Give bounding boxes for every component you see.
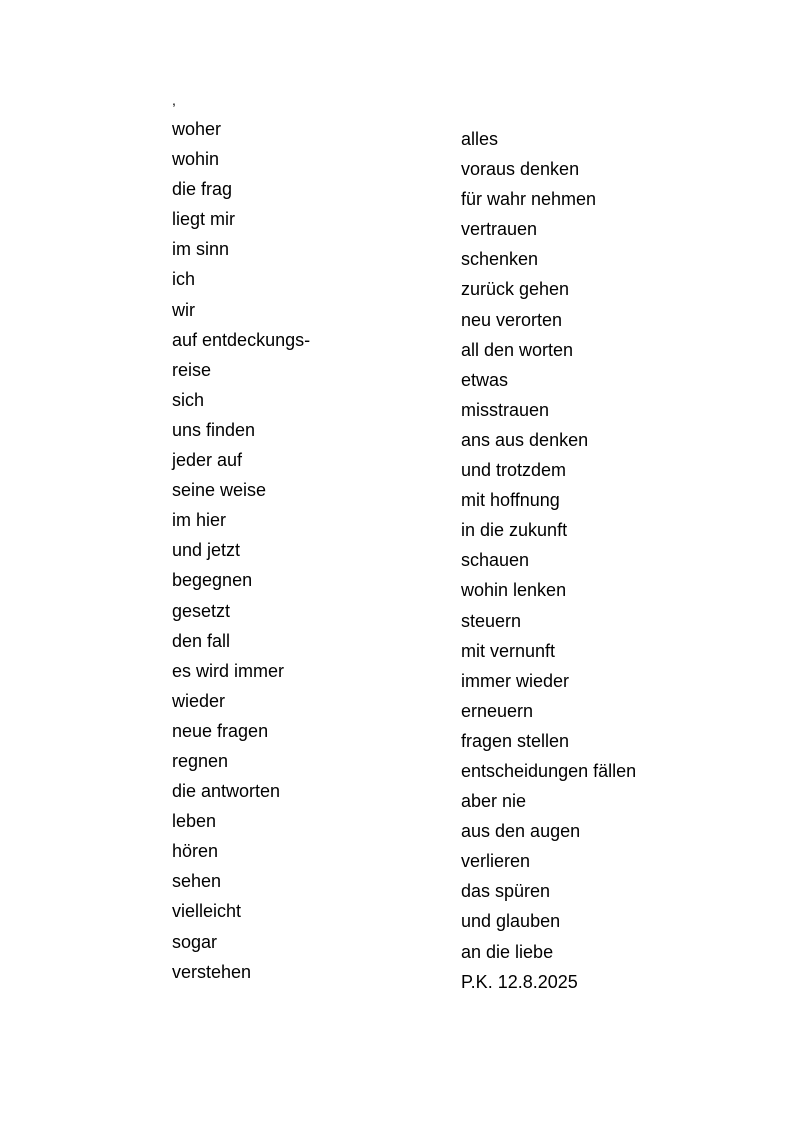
- poem-right-line: und trotzdem: [461, 460, 567, 481]
- poem-left-line: uns finden: [172, 419, 256, 440]
- poem-left-line: wohin: [172, 149, 220, 170]
- poem-right-line: wohin lenken: [461, 580, 567, 601]
- poem-right-line: schenken: [461, 249, 539, 270]
- poem-left-line: verstehen: [172, 961, 252, 982]
- poem-left-line: vielleicht: [172, 901, 242, 922]
- poem-left-line: woher: [172, 119, 222, 139]
- poem-right-line: entscheidungen fällen: [461, 760, 637, 781]
- poem-right-line: ans aus denken: [461, 429, 589, 450]
- poem-left-line: den fall: [172, 630, 231, 651]
- poem-right-line: aus den augen: [461, 821, 581, 842]
- poem-left-line: reise: [172, 359, 212, 380]
- poem-left-line: liegt mir: [172, 209, 236, 230]
- poem-right-line: misstrauen: [461, 399, 550, 420]
- poem-right-line: verlieren: [461, 851, 531, 872]
- poem-left-line: neue fragen: [172, 720, 269, 741]
- poem-right-line: schauen: [461, 550, 530, 571]
- poem-left-line: gesetzt: [172, 600, 231, 621]
- poem-right-line: an die liebe: [461, 941, 554, 962]
- poem-right-line: steuern: [461, 610, 522, 631]
- poem-left-line: sich: [172, 389, 205, 410]
- poem-left-line: sehen: [172, 871, 222, 892]
- poem-left-line: die frag: [172, 179, 233, 200]
- poem-right-line: zurück gehen: [461, 279, 570, 300]
- poem-left-column: [172, 114, 310, 987]
- poem-right-line: etwas: [461, 369, 509, 390]
- poem-left-line: wieder: [172, 690, 226, 711]
- poem-left-line: leben: [172, 811, 217, 832]
- poem-right-line: vertrauen: [461, 219, 538, 240]
- poem-right-line: neu verorten: [461, 309, 563, 330]
- poem-right-line: immer wieder: [461, 670, 570, 691]
- stray-comma-mark: ,: [172, 92, 176, 108]
- poem-right-line: mit vernunft: [461, 640, 556, 661]
- poem-right-line: für wahr nehmen: [461, 189, 597, 210]
- poem-left-line: wir: [172, 299, 195, 320]
- poem-right-line: P.K. 12.8.2025: [461, 971, 578, 992]
- poem-right-line: erneuern: [461, 700, 534, 721]
- poem-left-line: die antworten: [172, 781, 281, 802]
- poem-right-column: [461, 124, 636, 997]
- poem-left-line: im hier: [172, 510, 227, 531]
- poem-right-line: voraus denken: [461, 159, 580, 180]
- poem-left-line: es wird immer: [172, 660, 285, 681]
- poem-left-line: ich: [172, 269, 196, 290]
- poem-right-line: mit hoffnung: [461, 490, 560, 511]
- poem-left-line: jeder auf: [172, 450, 243, 471]
- poem-left-line: auf entdeckungs-: [172, 329, 311, 350]
- poem-left-line: seine weise: [172, 480, 267, 501]
- poem-right-line: in die zukunft: [461, 520, 568, 541]
- poem-right-line: und glauben: [461, 911, 561, 932]
- poem-right-line: aber nie: [461, 791, 527, 812]
- poem-left-line: sogar: [172, 931, 218, 952]
- poem-right-line: das spüren: [461, 881, 551, 902]
- poem-right-line: alles: [461, 129, 499, 149]
- poem-left-line: begegnen: [172, 570, 253, 591]
- poem-left-line: im sinn: [172, 239, 230, 260]
- poem-left-line: regnen: [172, 750, 229, 771]
- poem-left-line: hören: [172, 841, 219, 862]
- poem-right-line: fragen stellen: [461, 730, 570, 751]
- poem-right-line: all den worten: [461, 339, 574, 360]
- poem-left-line: und jetzt: [172, 540, 241, 561]
